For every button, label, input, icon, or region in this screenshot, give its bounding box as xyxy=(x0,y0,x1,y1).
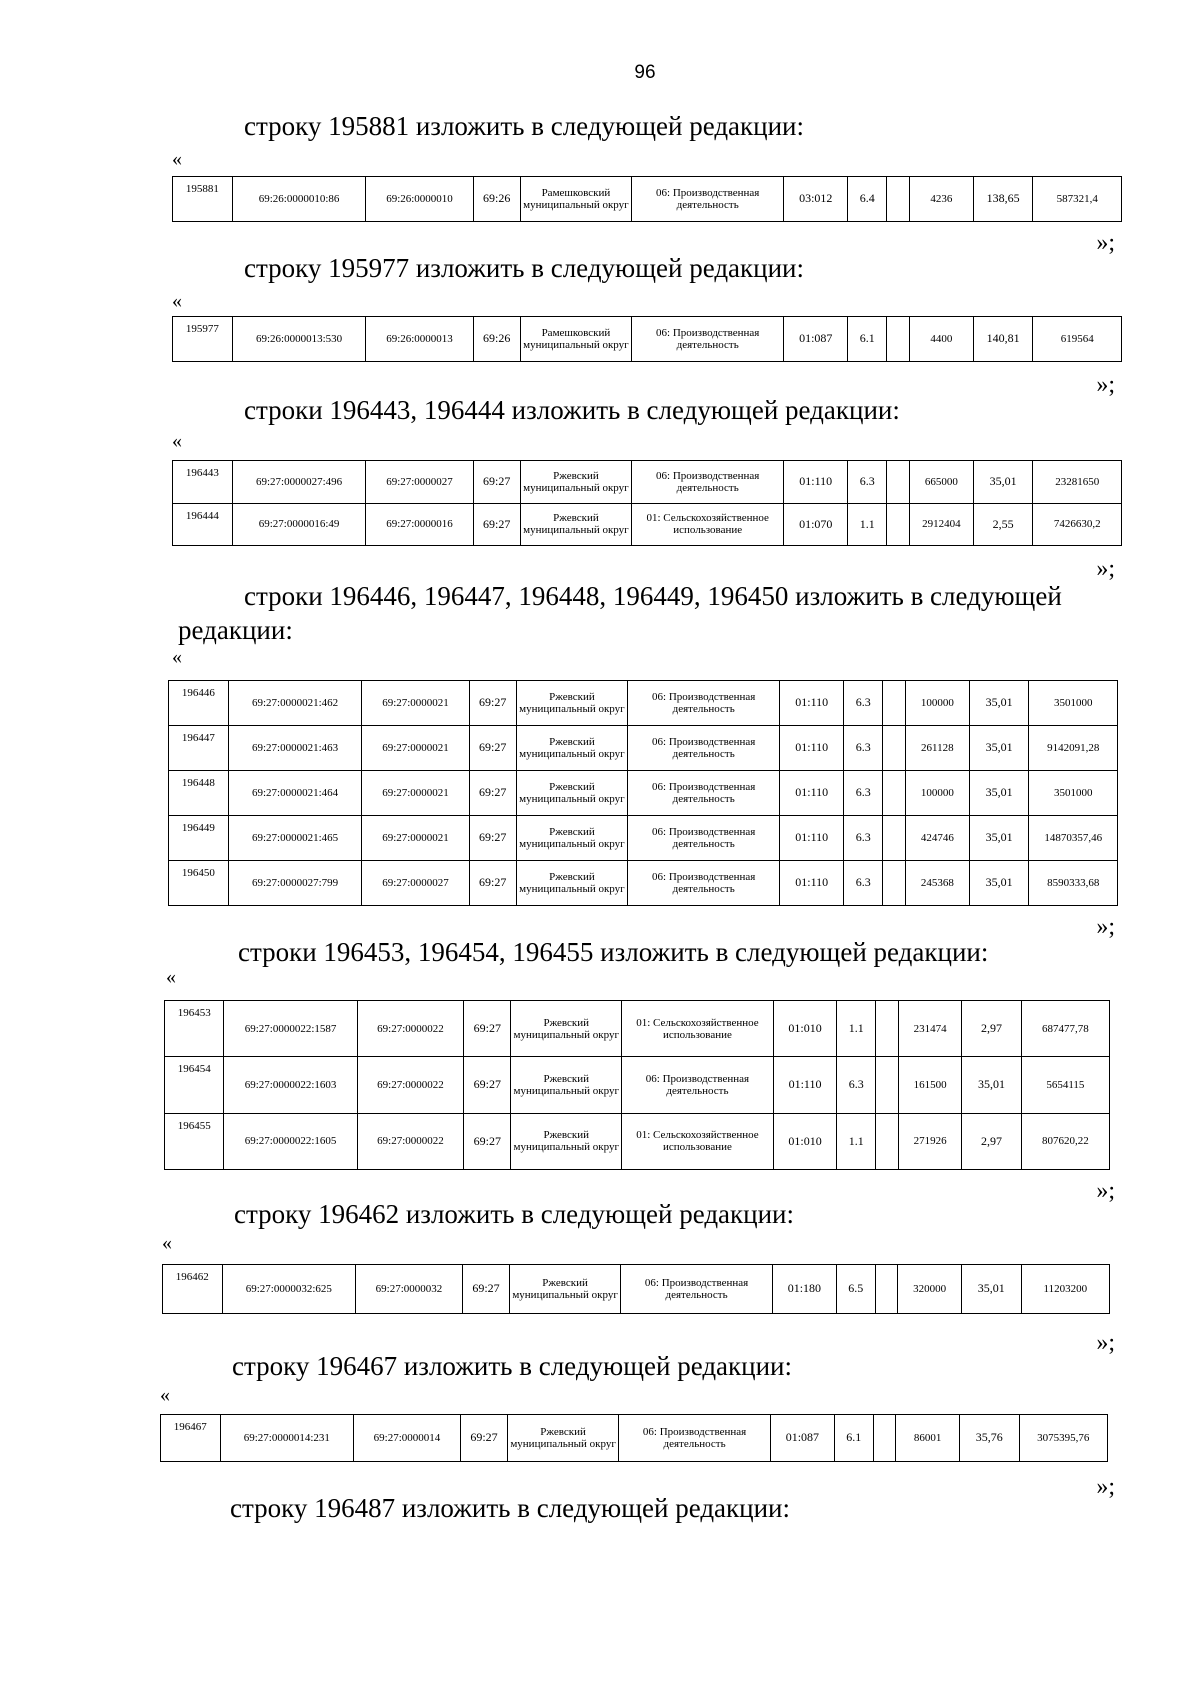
cell-num: 196462 xyxy=(163,1265,223,1314)
cell-group: 6.3 xyxy=(848,461,887,504)
cell-value: 11203200 xyxy=(1021,1265,1109,1314)
cell-num: 196453 xyxy=(165,1001,224,1057)
cell-cadastral: 69:27:0000021:464 xyxy=(228,771,362,816)
cell-code: 01:110 xyxy=(780,816,844,861)
cell-district: 69:26 xyxy=(473,177,520,222)
cell-value: 587321,4 xyxy=(1033,177,1122,222)
table-row xyxy=(169,771,1118,816)
cell-activity: 06: Производственная деятельность xyxy=(619,1415,771,1462)
section-heading xyxy=(178,580,1189,648)
cell-value: 3501000 xyxy=(1029,681,1118,726)
close-quote: »; xyxy=(1096,556,1115,582)
cell-activity: 01: Сельскохозяйственное использование xyxy=(632,503,784,546)
cell-code: 01:110 xyxy=(784,461,848,504)
cell-group: 1.1 xyxy=(848,503,887,546)
cell-group: 1.1 xyxy=(837,1001,876,1057)
cell-empty xyxy=(876,1057,899,1113)
record-table xyxy=(164,1000,1110,1170)
cell-empty xyxy=(883,681,906,726)
cell-rate: 35,01 xyxy=(962,1057,1021,1113)
cell-num: 196467 xyxy=(161,1415,221,1462)
cell-district: 69:27 xyxy=(464,1113,511,1169)
cell-area: 231474 xyxy=(898,1001,962,1057)
cell-num: 196449 xyxy=(169,816,229,861)
cell-rate: 2,55 xyxy=(973,503,1033,546)
cell-empty xyxy=(876,1001,899,1057)
table-row xyxy=(173,317,1122,362)
cell-block: 69:27:0000027 xyxy=(362,861,469,906)
cell-value: 687477,78 xyxy=(1021,1001,1109,1057)
cell-area: 2912404 xyxy=(909,503,973,546)
cell-rate: 35,01 xyxy=(969,816,1029,861)
cell-municipality: Рамешковский муниципальный округ xyxy=(520,317,631,362)
cell-district: 69:27 xyxy=(469,861,516,906)
cell-area: 86001 xyxy=(896,1415,960,1462)
cell-block: 69:27:0000016 xyxy=(366,503,473,546)
cell-activity: 06: Производственная деятельность xyxy=(628,861,780,906)
cell-group: 6.3 xyxy=(837,1057,876,1113)
cell-block: 69:27:0000014 xyxy=(354,1415,461,1462)
cell-cadastral: 69:27:0000014:231 xyxy=(220,1415,354,1462)
table-row xyxy=(169,681,1118,726)
cell-value: 807620,22 xyxy=(1021,1113,1109,1169)
cell-code: 01:110 xyxy=(780,771,844,816)
close-quote: »; xyxy=(1096,372,1115,398)
cell-activity: 01: Сельскохозяйственное использование xyxy=(622,1113,774,1169)
cell-district: 69:27 xyxy=(464,1001,511,1057)
cell-group: 1.1 xyxy=(837,1113,876,1169)
cell-activity: 06: Производственная деятельность xyxy=(621,1265,773,1314)
record-table xyxy=(160,1414,1108,1462)
cell-value: 23281650 xyxy=(1033,461,1122,504)
cell-rate: 2,97 xyxy=(962,1001,1021,1057)
open-quote: « xyxy=(160,1384,170,1406)
record-table xyxy=(162,1264,1110,1314)
table-row xyxy=(165,1001,1110,1057)
cell-num: 195881 xyxy=(173,177,233,222)
cell-value: 3075395,76 xyxy=(1019,1415,1107,1462)
cell-group: 6.4 xyxy=(848,177,887,222)
open-quote: « xyxy=(172,646,182,668)
cell-code: 01:010 xyxy=(773,1001,837,1057)
cell-activity: 01: Сельскохозяйственное использование xyxy=(622,1001,774,1057)
table-row xyxy=(161,1415,1108,1462)
cell-empty xyxy=(875,1265,898,1314)
cell-block: 69:27:0000032 xyxy=(356,1265,463,1314)
cell-group: 6.3 xyxy=(844,726,883,771)
cell-municipality: Ржевский муниципальный округ xyxy=(516,771,627,816)
cell-group: 6.3 xyxy=(844,771,883,816)
cell-area: 245368 xyxy=(905,861,969,906)
cell-group: 6.3 xyxy=(844,681,883,726)
table-row xyxy=(173,503,1122,546)
cell-district: 69:27 xyxy=(462,1265,509,1314)
cell-block: 69:27:0000022 xyxy=(357,1001,464,1057)
cell-area: 665000 xyxy=(909,461,973,504)
cell-num: 196455 xyxy=(165,1113,224,1169)
cell-num: 196446 xyxy=(169,681,229,726)
cell-value: 14870357,46 xyxy=(1029,816,1118,861)
cell-activity: 06: Производственная деятельность xyxy=(628,816,780,861)
cell-num: 195977 xyxy=(173,317,233,362)
cell-empty xyxy=(876,1113,899,1169)
cell-code: 01:110 xyxy=(780,861,844,906)
close-quote: »; xyxy=(1096,914,1115,940)
cell-value: 7426630,2 xyxy=(1033,503,1122,546)
cell-cadastral: 69:27:0000022:1587 xyxy=(224,1001,357,1057)
section-heading: строку 195977 изложить в следующей редакции: xyxy=(244,253,805,283)
section-heading: строку 196487 изложить в следующей редакции: xyxy=(230,1493,791,1523)
cell-block: 69:27:0000022 xyxy=(357,1113,464,1169)
close-quote: »; xyxy=(1096,1330,1115,1356)
cell-area: 100000 xyxy=(905,771,969,816)
cell-district: 69:27 xyxy=(460,1415,507,1462)
table-row xyxy=(163,1265,1110,1314)
cell-rate: 35,01 xyxy=(962,1265,1022,1314)
cell-group: 6.1 xyxy=(848,317,887,362)
close-quote: »; xyxy=(1096,230,1115,256)
cell-activity: 06: Производственная деятельность xyxy=(628,681,780,726)
cell-rate: 2,97 xyxy=(962,1113,1021,1169)
cell-district: 69:26 xyxy=(473,317,520,362)
table-row xyxy=(173,177,1122,222)
record-table xyxy=(172,176,1122,222)
cell-value: 8590333,68 xyxy=(1029,861,1118,906)
open-quote: « xyxy=(162,1232,172,1254)
cell-block: 69:26:0000013 xyxy=(366,317,473,362)
cell-district: 69:27 xyxy=(473,503,520,546)
cell-rate: 35,76 xyxy=(960,1415,1020,1462)
cell-group: 6.5 xyxy=(836,1265,875,1314)
cell-district: 69:27 xyxy=(469,816,516,861)
record-table xyxy=(172,460,1122,546)
cell-rate: 35,01 xyxy=(969,861,1029,906)
cell-cadastral: 69:27:0000021:465 xyxy=(228,816,362,861)
section-heading-line: строки 196446, 196447, 196448, 196449, 196450 изложить в следующей xyxy=(244,581,1062,611)
cell-cadastral: 69:27:0000021:462 xyxy=(228,681,362,726)
cell-municipality: Ржевский муниципальный округ xyxy=(511,1113,622,1169)
cell-num: 196444 xyxy=(173,503,233,546)
cell-code: 01:070 xyxy=(784,503,848,546)
cell-cadastral: 69:27:0000016:49 xyxy=(232,503,366,546)
cell-code: 01:087 xyxy=(771,1415,835,1462)
cell-activity: 06: Производственная деятельность xyxy=(632,177,784,222)
cell-municipality: Ржевский муниципальный округ xyxy=(516,681,627,726)
open-quote: « xyxy=(166,966,176,988)
cell-area: 4236 xyxy=(909,177,973,222)
cell-value: 3501000 xyxy=(1029,771,1118,816)
cell-area: 271926 xyxy=(898,1113,962,1169)
cell-cadastral: 69:27:0000022:1603 xyxy=(224,1057,357,1113)
cell-empty xyxy=(883,816,906,861)
cell-rate: 140,81 xyxy=(973,317,1033,362)
cell-block: 69:27:0000021 xyxy=(362,726,469,771)
cell-cadastral: 69:27:0000022:1605 xyxy=(224,1113,357,1169)
section-heading-line: редакции: xyxy=(178,614,293,645)
cell-rate: 138,65 xyxy=(973,177,1033,222)
cell-empty xyxy=(883,861,906,906)
cell-municipality: Ржевский муниципальный округ xyxy=(520,503,631,546)
open-quote: « xyxy=(172,290,182,312)
cell-empty xyxy=(887,317,910,362)
cell-value: 619564 xyxy=(1033,317,1122,362)
table-row xyxy=(173,461,1122,504)
cell-value: 5654115 xyxy=(1021,1057,1109,1113)
cell-district: 69:27 xyxy=(469,681,516,726)
table-row xyxy=(165,1113,1110,1169)
cell-activity: 06: Производственная деятельность xyxy=(628,726,780,771)
cell-num: 196448 xyxy=(169,771,229,816)
cell-empty xyxy=(883,771,906,816)
table-row xyxy=(165,1057,1110,1113)
cell-block: 69:27:0000021 xyxy=(362,681,469,726)
cell-block: 69:27:0000021 xyxy=(362,816,469,861)
cell-municipality: Рамешковский муниципальный округ xyxy=(520,177,631,222)
cell-municipality: Ржевский муниципальный округ xyxy=(508,1415,619,1462)
cell-rate: 35,01 xyxy=(969,771,1029,816)
cell-activity: 06: Производственная деятельность xyxy=(632,317,784,362)
cell-empty xyxy=(887,177,910,222)
cell-area: 161500 xyxy=(898,1057,962,1113)
cell-district: 69:27 xyxy=(473,461,520,504)
cell-code: 01:110 xyxy=(780,726,844,771)
cell-cadastral: 69:27:0000032:625 xyxy=(222,1265,356,1314)
cell-num: 196454 xyxy=(165,1057,224,1113)
cell-area: 100000 xyxy=(905,681,969,726)
table-row xyxy=(169,726,1118,771)
cell-municipality: Ржевский муниципальный округ xyxy=(516,726,627,771)
cell-area: 4400 xyxy=(909,317,973,362)
cell-municipality: Ржевский муниципальный округ xyxy=(511,1001,622,1057)
cell-district: 69:27 xyxy=(464,1057,511,1113)
cell-num: 196447 xyxy=(169,726,229,771)
cell-rate: 35,01 xyxy=(973,461,1033,504)
cell-code: 01:180 xyxy=(773,1265,837,1314)
cell-municipality: Ржевский муниципальный округ xyxy=(510,1265,621,1314)
cell-code: 01:110 xyxy=(780,681,844,726)
cell-empty xyxy=(887,503,910,546)
cell-group: 6.3 xyxy=(844,816,883,861)
cell-municipality: Ржевский муниципальный округ xyxy=(511,1057,622,1113)
cell-activity: 06: Производственная деятельность xyxy=(628,771,780,816)
section-heading: строку 196462 изложить в следующей редакции: xyxy=(234,1199,795,1229)
cell-municipality: Ржевский муниципальный округ xyxy=(516,861,627,906)
cell-group: 6.3 xyxy=(844,861,883,906)
close-quote: »; xyxy=(1096,1178,1115,1204)
cell-municipality: Ржевский муниципальный округ xyxy=(516,816,627,861)
section-heading: строки 196453, 196454, 196455 изложить в следующей редакции: xyxy=(238,937,989,967)
cell-empty xyxy=(887,461,910,504)
cell-block: 69:27:0000022 xyxy=(357,1057,464,1113)
close-quote: »; xyxy=(1096,1474,1115,1500)
cell-rate: 35,01 xyxy=(969,726,1029,771)
cell-cadastral: 69:26:0000013:530 xyxy=(232,317,366,362)
cell-area: 320000 xyxy=(898,1265,962,1314)
cell-num: 196450 xyxy=(169,861,229,906)
cell-code: 01:110 xyxy=(773,1057,837,1113)
open-quote: « xyxy=(172,430,182,452)
cell-district: 69:27 xyxy=(469,726,516,771)
cell-block: 69:27:0000021 xyxy=(362,771,469,816)
record-table xyxy=(168,680,1118,906)
cell-activity: 06: Производственная деятельность xyxy=(632,461,784,504)
cell-district: 69:27 xyxy=(469,771,516,816)
cell-group: 6.1 xyxy=(834,1415,873,1462)
cell-empty xyxy=(873,1415,896,1462)
cell-municipality: Ржевский муниципальный округ xyxy=(520,461,631,504)
open-quote: « xyxy=(172,148,182,170)
section-heading: строку 196467 изложить в следующей редакции: xyxy=(232,1351,793,1381)
cell-cadastral: 69:27:0000021:463 xyxy=(228,726,362,771)
cell-area: 424746 xyxy=(905,816,969,861)
table-row xyxy=(169,861,1118,906)
cell-cadastral: 69:27:0000027:799 xyxy=(228,861,362,906)
cell-code: 01:087 xyxy=(784,317,848,362)
cell-cadastral: 69:27:0000027:496 xyxy=(232,461,366,504)
table-row xyxy=(169,816,1118,861)
record-table xyxy=(172,316,1122,362)
cell-num: 196443 xyxy=(173,461,233,504)
page-number: 96 xyxy=(634,62,656,83)
cell-activity: 06: Производственная деятельность xyxy=(622,1057,774,1113)
cell-area: 261128 xyxy=(905,726,969,771)
cell-code: 01:010 xyxy=(773,1113,837,1169)
section-heading: строки 196443, 196444 изложить в следующей редакции: xyxy=(244,395,900,425)
cell-block: 69:26:0000010 xyxy=(366,177,473,222)
cell-cadastral: 69:26:0000010:86 xyxy=(232,177,366,222)
cell-code: 03:012 xyxy=(784,177,848,222)
cell-empty xyxy=(883,726,906,771)
cell-rate: 35,01 xyxy=(969,681,1029,726)
section-heading: строку 195881 изложить в следующей редакции: xyxy=(244,111,805,141)
cell-value: 9142091,28 xyxy=(1029,726,1118,771)
cell-block: 69:27:0000027 xyxy=(366,461,473,504)
